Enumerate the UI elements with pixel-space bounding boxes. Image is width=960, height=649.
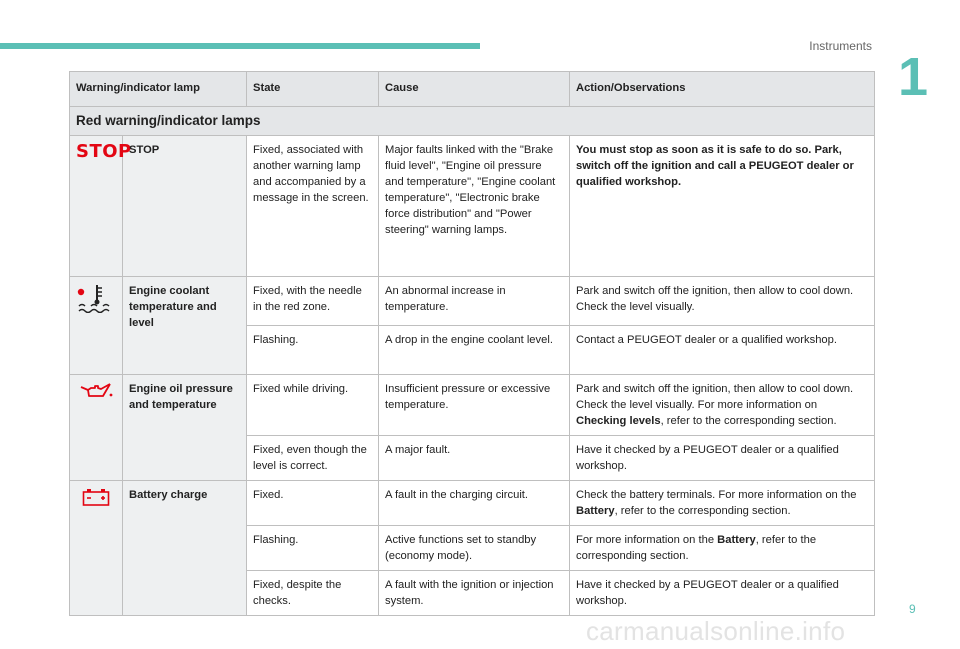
reference-link-text: Battery	[576, 505, 615, 517]
group-header-row	[70, 107, 875, 136]
cause-cell: A fault with the ignition or injection system.	[379, 571, 570, 616]
oil-icon-cell	[70, 375, 123, 481]
table-header-row	[70, 72, 875, 107]
page-number: 9	[909, 602, 916, 616]
battery-icon	[82, 487, 110, 507]
group-title: Red warning/indicator lamps	[70, 107, 875, 136]
table-row	[70, 481, 875, 526]
battery-icon-cell	[70, 481, 123, 616]
state-cell: Fixed.	[247, 481, 379, 526]
state-cell: Fixed, associated with another warning lamp and accompanied by a message in the screen.	[247, 136, 379, 277]
action-cell: Contact a PEUGEOT dealer or a qualified workshop.	[570, 326, 875, 375]
state-cell: Flashing.	[247, 326, 379, 375]
cause-cell: Insufficient pressure or excessive temperature.	[379, 375, 570, 436]
state-cell: Fixed, with the needle in the red zone.	[247, 277, 379, 326]
lamp-name: STOP	[123, 136, 247, 277]
column-header: Cause	[379, 72, 570, 107]
coolant-temperature-icon	[76, 283, 116, 313]
cause-cell: A major fault.	[379, 436, 570, 481]
coolant-icon-cell	[70, 277, 123, 375]
state-cell: Flashing.	[247, 526, 379, 571]
action-cell: Have it checked by a PEUGEOT dealer or a qualified workshop.	[570, 436, 875, 481]
header-accent-bar	[0, 43, 480, 49]
state-cell: Fixed while driving.	[247, 375, 379, 436]
column-header: State	[247, 72, 379, 107]
reference-link-text: Checking levels	[576, 415, 661, 427]
table-row	[70, 277, 875, 326]
watermark: carmanualsonline.info	[586, 616, 846, 646]
cause-cell: Major faults linked with the "Brake fluid level", "Engine oil pressure and temperature", "Engine coolant temperature", "Electronic brake force distribution" and "Power steering" warning lamps.	[379, 136, 570, 277]
action-cell: Park and switch off the ignition, then allow to cool down. Check the level visually. For more information on Checking levels, refer to the corresponding section.	[570, 375, 875, 436]
section-title: Instruments	[809, 39, 872, 53]
oil-can-icon	[79, 381, 113, 401]
action-cell: Have it checked by a PEUGEOT dealer or a qualified workshop.	[570, 571, 875, 616]
column-header: Action/Observations	[570, 72, 875, 107]
cause-cell: Active functions set to standby (economy mode).	[379, 526, 570, 571]
lamp-name: Battery charge	[123, 481, 247, 616]
lamp-name: Engine oil pressure and temperature	[123, 375, 247, 481]
state-cell: Fixed, even though the level is correct.	[247, 436, 379, 481]
action-cell: You must stop as soon as it is safe to do so. Park, switch off the ignition and call a PEUGEOT dealer or qualified workshop.	[570, 136, 875, 277]
cause-cell: A fault in the charging circuit.	[379, 481, 570, 526]
action-cell: Check the battery terminals. For more information on the Battery, refer to the corresponding section.	[570, 481, 875, 526]
table-row	[70, 136, 875, 277]
column-header: Warning/indicator lamp	[70, 72, 247, 107]
lamp-name: Engine coolant temperature and level	[123, 277, 247, 375]
chapter-number: 1	[898, 47, 929, 107]
warning-lamps-table	[69, 71, 875, 616]
table-row	[70, 375, 875, 436]
cause-cell: A drop in the engine coolant level.	[379, 326, 570, 375]
stop-icon: STOP	[76, 141, 132, 162]
stop-icon-cell	[70, 136, 132, 277]
reference-link-text: Battery	[717, 534, 756, 546]
cause-cell: An abnormal increase in temperature.	[379, 277, 570, 326]
action-cell: Park and switch off the ignition, then allow to cool down. Check the level visually.	[570, 277, 875, 326]
action-cell: For more information on the Battery, refer to the corresponding section.	[570, 526, 875, 571]
state-cell: Fixed, despite the checks.	[247, 571, 379, 616]
